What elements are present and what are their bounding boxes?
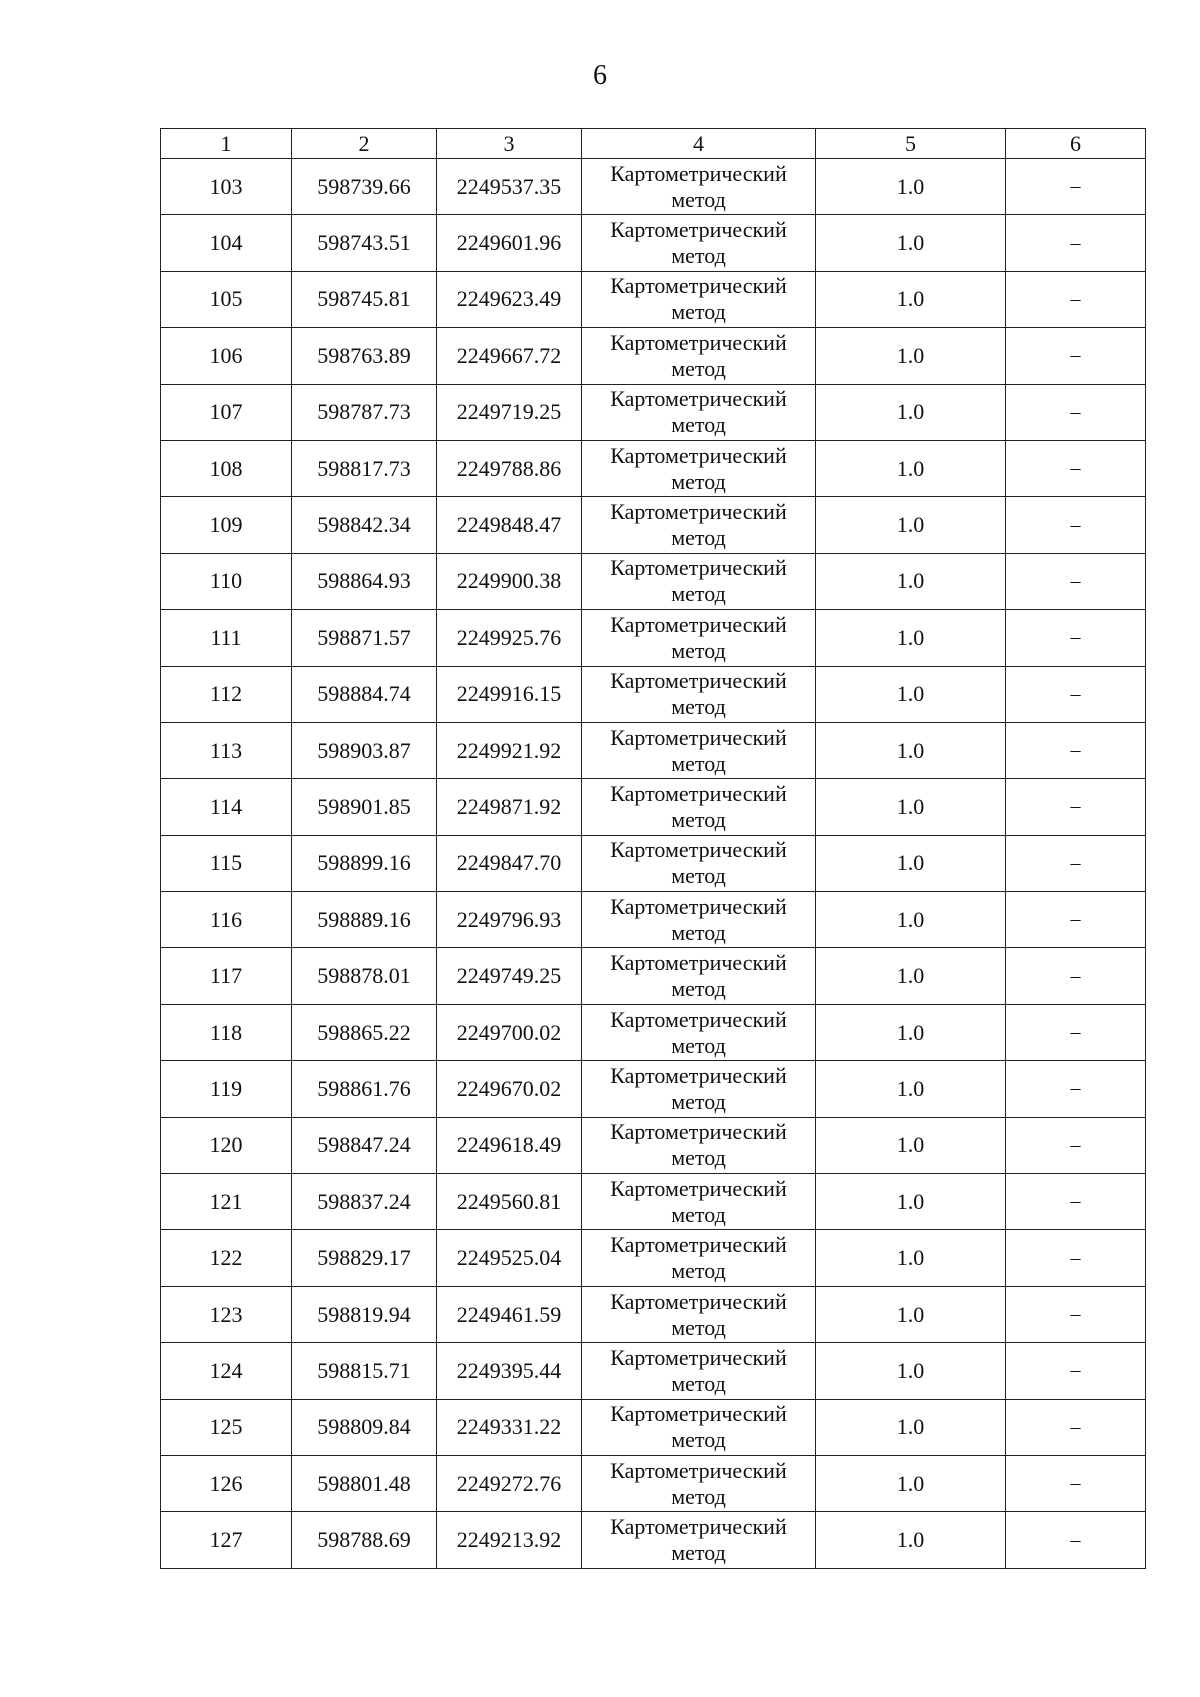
accuracy-cell: 1.0 — [816, 215, 1006, 271]
x-coordinate-cell: 598787.73 — [292, 384, 437, 440]
method-cell — [582, 1455, 816, 1511]
point-number-cell: 115 — [161, 835, 292, 891]
method-cell — [582, 159, 816, 215]
note-cell: – — [1006, 497, 1146, 553]
note-cell: – — [1006, 1004, 1146, 1060]
point-number-cell: 120 — [161, 1117, 292, 1173]
method-line-1: Картометрический — [610, 1457, 787, 1483]
method-line-1: Картометрический — [610, 1006, 787, 1032]
point-number-cell: 118 — [161, 1004, 292, 1060]
note-cell: – — [1006, 384, 1146, 440]
method-cell — [582, 835, 816, 891]
method-cell — [582, 384, 816, 440]
table-row — [161, 215, 1146, 271]
method-line-1: Картометрический — [610, 273, 787, 299]
note-cell: – — [1006, 1399, 1146, 1455]
method-line-2: метод — [671, 637, 726, 663]
header-cell-6: 6 — [1006, 129, 1146, 159]
table-row — [161, 1343, 1146, 1399]
y-coordinate-cell: 2249618.49 — [437, 1117, 582, 1173]
accuracy-cell: 1.0 — [816, 1174, 1006, 1230]
method-line-1: Картометрический — [610, 1062, 787, 1088]
table-row — [161, 1399, 1146, 1455]
note-cell: – — [1006, 892, 1146, 948]
x-coordinate-cell: 598903.87 — [292, 722, 437, 778]
table-row — [161, 1286, 1146, 1342]
method-line-2: метод — [671, 1258, 726, 1284]
accuracy-cell: 1.0 — [816, 1455, 1006, 1511]
note-cell: – — [1006, 1230, 1146, 1286]
method-line-2: метод — [671, 1032, 726, 1058]
x-coordinate-cell: 598763.89 — [292, 328, 437, 384]
note-cell: – — [1006, 835, 1146, 891]
method-line-1: Картометрический — [610, 1344, 787, 1370]
table-row — [161, 1004, 1146, 1060]
header-row — [161, 129, 1146, 159]
x-coordinate-cell: 598819.94 — [292, 1286, 437, 1342]
method-line-2: метод — [671, 1145, 726, 1171]
method-line-2: метод — [671, 694, 726, 720]
accuracy-cell: 1.0 — [816, 779, 1006, 835]
note-cell: – — [1006, 159, 1146, 215]
accuracy-cell: 1.0 — [816, 1512, 1006, 1568]
method-line-2: метод — [671, 355, 726, 381]
accuracy-cell: 1.0 — [816, 1230, 1006, 1286]
y-coordinate-cell: 2249461.59 — [437, 1286, 582, 1342]
point-number-cell: 117 — [161, 948, 292, 1004]
table-row — [161, 384, 1146, 440]
accuracy-cell: 1.0 — [816, 1004, 1006, 1060]
note-cell: – — [1006, 1455, 1146, 1511]
method-line-1: Картометрический — [610, 611, 787, 637]
x-coordinate-cell: 598842.34 — [292, 497, 437, 553]
x-coordinate-cell: 598815.71 — [292, 1343, 437, 1399]
method-line-2: метод — [671, 1314, 726, 1340]
table-row — [161, 553, 1146, 609]
x-coordinate-cell: 598739.66 — [292, 159, 437, 215]
method-cell — [582, 440, 816, 496]
accuracy-cell: 1.0 — [816, 1286, 1006, 1342]
method-cell — [582, 215, 816, 271]
method-cell — [582, 1174, 816, 1230]
note-cell: – — [1006, 1343, 1146, 1399]
method-line-2: метод — [671, 1201, 726, 1227]
accuracy-cell: 1.0 — [816, 1343, 1006, 1399]
method-line-1: Картометрический — [610, 780, 787, 806]
accuracy-cell: 1.0 — [816, 610, 1006, 666]
header-cell-5: 5 — [816, 129, 1006, 159]
header-cell-3: 3 — [437, 129, 582, 159]
accuracy-cell: 1.0 — [816, 1399, 1006, 1455]
x-coordinate-cell: 598899.16 — [292, 835, 437, 891]
y-coordinate-cell: 2249900.38 — [437, 553, 582, 609]
point-number-cell: 104 — [161, 215, 292, 271]
x-coordinate-cell: 598837.24 — [292, 1174, 437, 1230]
table-row — [161, 610, 1146, 666]
method-line-1: Картометрический — [610, 160, 787, 186]
point-number-cell: 105 — [161, 271, 292, 327]
point-number-cell: 127 — [161, 1512, 292, 1568]
table-row — [161, 1230, 1146, 1286]
y-coordinate-cell: 2249921.92 — [437, 722, 582, 778]
method-line-1: Картометрический — [610, 329, 787, 355]
note-cell: – — [1006, 948, 1146, 1004]
y-coordinate-cell: 2249272.76 — [437, 1455, 582, 1511]
accuracy-cell: 1.0 — [816, 497, 1006, 553]
point-number-cell: 125 — [161, 1399, 292, 1455]
method-line-2: метод — [671, 299, 726, 325]
method-cell — [582, 666, 816, 722]
point-number-cell: 123 — [161, 1286, 292, 1342]
method-line-1: Картометрический — [610, 1175, 787, 1201]
x-coordinate-cell: 598871.57 — [292, 610, 437, 666]
method-line-2: метод — [671, 806, 726, 832]
y-coordinate-cell: 2249700.02 — [437, 1004, 582, 1060]
accuracy-cell: 1.0 — [816, 271, 1006, 327]
method-line-2: метод — [671, 581, 726, 607]
method-line-2: метод — [671, 1483, 726, 1509]
y-coordinate-cell: 2249749.25 — [437, 948, 582, 1004]
note-cell: – — [1006, 1174, 1146, 1230]
y-coordinate-cell: 2249601.96 — [437, 215, 582, 271]
table-row — [161, 892, 1146, 948]
y-coordinate-cell: 2249623.49 — [437, 271, 582, 327]
point-number-cell: 126 — [161, 1455, 292, 1511]
note-cell: – — [1006, 271, 1146, 327]
accuracy-cell: 1.0 — [816, 666, 1006, 722]
header-cell-4: 4 — [582, 129, 816, 159]
table-row — [161, 440, 1146, 496]
method-line-1: Картометрический — [610, 1401, 787, 1427]
table-row — [161, 159, 1146, 215]
x-coordinate-cell: 598889.16 — [292, 892, 437, 948]
point-number-cell: 110 — [161, 553, 292, 609]
y-coordinate-cell: 2249847.70 — [437, 835, 582, 891]
method-line-2: метод — [671, 863, 726, 889]
y-coordinate-cell: 2249395.44 — [437, 1343, 582, 1399]
method-line-1: Картометрический — [610, 668, 787, 694]
accuracy-cell: 1.0 — [816, 328, 1006, 384]
method-cell — [582, 1286, 816, 1342]
table-row — [161, 1117, 1146, 1173]
method-line-2: метод — [671, 412, 726, 438]
note-cell: – — [1006, 722, 1146, 778]
method-line-2: метод — [671, 243, 726, 269]
note-cell: – — [1006, 610, 1146, 666]
header-cell-2: 2 — [292, 129, 437, 159]
x-coordinate-cell: 598817.73 — [292, 440, 437, 496]
x-coordinate-cell: 598861.76 — [292, 1061, 437, 1117]
y-coordinate-cell: 2249916.15 — [437, 666, 582, 722]
point-number-cell: 116 — [161, 892, 292, 948]
method-cell — [582, 892, 816, 948]
header-cell-1: 1 — [161, 129, 292, 159]
point-number-cell: 124 — [161, 1343, 292, 1399]
table-row — [161, 1174, 1146, 1230]
y-coordinate-cell: 2249331.22 — [437, 1399, 582, 1455]
accuracy-cell: 1.0 — [816, 384, 1006, 440]
accuracy-cell: 1.0 — [816, 553, 1006, 609]
method-cell — [582, 948, 816, 1004]
x-coordinate-cell: 598865.22 — [292, 1004, 437, 1060]
method-line-1: Картометрический — [610, 1119, 787, 1145]
accuracy-cell: 1.0 — [816, 892, 1006, 948]
accuracy-cell: 1.0 — [816, 722, 1006, 778]
method-line-2: метод — [671, 1088, 726, 1114]
x-coordinate-cell: 598884.74 — [292, 666, 437, 722]
point-number-cell: 114 — [161, 779, 292, 835]
method-line-2: метод — [671, 1370, 726, 1396]
x-coordinate-cell: 598745.81 — [292, 271, 437, 327]
table-row — [161, 948, 1146, 1004]
y-coordinate-cell: 2249848.47 — [437, 497, 582, 553]
note-cell: – — [1006, 1512, 1146, 1568]
table-header — [161, 129, 1146, 159]
y-coordinate-cell: 2249537.35 — [437, 159, 582, 215]
table-row — [161, 835, 1146, 891]
method-cell — [582, 1343, 816, 1399]
method-line-1: Картометрический — [610, 555, 787, 581]
method-line-2: метод — [671, 976, 726, 1002]
point-number-cell: 112 — [161, 666, 292, 722]
note-cell: – — [1006, 1061, 1146, 1117]
method-cell — [582, 779, 816, 835]
point-number-cell: 121 — [161, 1174, 292, 1230]
note-cell: – — [1006, 215, 1146, 271]
x-coordinate-cell: 598829.17 — [292, 1230, 437, 1286]
method-line-1: Картометрический — [610, 442, 787, 468]
y-coordinate-cell: 2249560.81 — [437, 1174, 582, 1230]
accuracy-cell: 1.0 — [816, 948, 1006, 1004]
method-cell — [582, 610, 816, 666]
accuracy-cell: 1.0 — [816, 159, 1006, 215]
table-row — [161, 497, 1146, 553]
x-coordinate-cell: 598801.48 — [292, 1455, 437, 1511]
method-cell — [582, 553, 816, 609]
method-line-2: метод — [671, 919, 726, 945]
y-coordinate-cell: 2249871.92 — [437, 779, 582, 835]
x-coordinate-cell: 598809.84 — [292, 1399, 437, 1455]
y-coordinate-cell: 2249525.04 — [437, 1230, 582, 1286]
accuracy-cell: 1.0 — [816, 440, 1006, 496]
method-line-2: метод — [671, 1427, 726, 1453]
method-cell — [582, 722, 816, 778]
point-number-cell: 119 — [161, 1061, 292, 1117]
method-cell — [582, 1061, 816, 1117]
y-coordinate-cell: 2249213.92 — [437, 1512, 582, 1568]
y-coordinate-cell: 2249719.25 — [437, 384, 582, 440]
point-number-cell: 107 — [161, 384, 292, 440]
y-coordinate-cell: 2249788.86 — [437, 440, 582, 496]
x-coordinate-cell: 598901.85 — [292, 779, 437, 835]
accuracy-cell: 1.0 — [816, 835, 1006, 891]
note-cell: – — [1006, 440, 1146, 496]
method-cell — [582, 1230, 816, 1286]
method-line-2: метод — [671, 750, 726, 776]
point-number-cell: 111 — [161, 610, 292, 666]
note-cell: – — [1006, 328, 1146, 384]
table-row — [161, 1061, 1146, 1117]
x-coordinate-cell: 598847.24 — [292, 1117, 437, 1173]
method-line-1: Картометрический — [610, 724, 787, 750]
method-line-1: Картометрический — [610, 893, 787, 919]
method-cell — [582, 328, 816, 384]
y-coordinate-cell: 2249667.72 — [437, 328, 582, 384]
method-cell — [582, 1399, 816, 1455]
method-line-2: метод — [671, 468, 726, 494]
note-cell: – — [1006, 779, 1146, 835]
y-coordinate-cell: 2249796.93 — [437, 892, 582, 948]
note-cell: – — [1006, 553, 1146, 609]
method-line-1: Картометрический — [610, 1288, 787, 1314]
method-cell — [582, 1117, 816, 1173]
point-number-cell: 113 — [161, 722, 292, 778]
coordinates-table — [160, 128, 1146, 1569]
y-coordinate-cell: 2249670.02 — [437, 1061, 582, 1117]
method-line-1: Картометрический — [610, 217, 787, 243]
y-coordinate-cell: 2249925.76 — [437, 610, 582, 666]
accuracy-cell: 1.0 — [816, 1117, 1006, 1173]
method-line-1: Картометрический — [610, 386, 787, 412]
method-line-1: Картометрический — [610, 1514, 787, 1540]
method-line-1: Картометрический — [610, 1232, 787, 1258]
method-line-2: метод — [671, 1540, 726, 1566]
method-line-1: Картометрический — [610, 499, 787, 525]
point-number-cell: 103 — [161, 159, 292, 215]
x-coordinate-cell: 598878.01 — [292, 948, 437, 1004]
page-number: 6 — [593, 60, 607, 91]
accuracy-cell: 1.0 — [816, 1061, 1006, 1117]
table-row — [161, 328, 1146, 384]
x-coordinate-cell: 598788.69 — [292, 1512, 437, 1568]
method-cell — [582, 1512, 816, 1568]
x-coordinate-cell: 598864.93 — [292, 553, 437, 609]
table-row — [161, 271, 1146, 327]
table-row — [161, 1512, 1146, 1568]
method-cell — [582, 1004, 816, 1060]
method-line-1: Картометрический — [610, 950, 787, 976]
point-number-cell: 108 — [161, 440, 292, 496]
method-cell — [582, 271, 816, 327]
table-row — [161, 666, 1146, 722]
point-number-cell: 106 — [161, 328, 292, 384]
point-number-cell: 109 — [161, 497, 292, 553]
method-cell — [582, 497, 816, 553]
table-row — [161, 1455, 1146, 1511]
method-line-2: метод — [671, 525, 726, 551]
table-row — [161, 779, 1146, 835]
method-line-2: метод — [671, 186, 726, 212]
point-number-cell: 122 — [161, 1230, 292, 1286]
method-line-1: Картометрический — [610, 837, 787, 863]
table-body — [161, 159, 1146, 1569]
note-cell: – — [1006, 666, 1146, 722]
table-row — [161, 722, 1146, 778]
x-coordinate-cell: 598743.51 — [292, 215, 437, 271]
note-cell: – — [1006, 1117, 1146, 1173]
note-cell: – — [1006, 1286, 1146, 1342]
